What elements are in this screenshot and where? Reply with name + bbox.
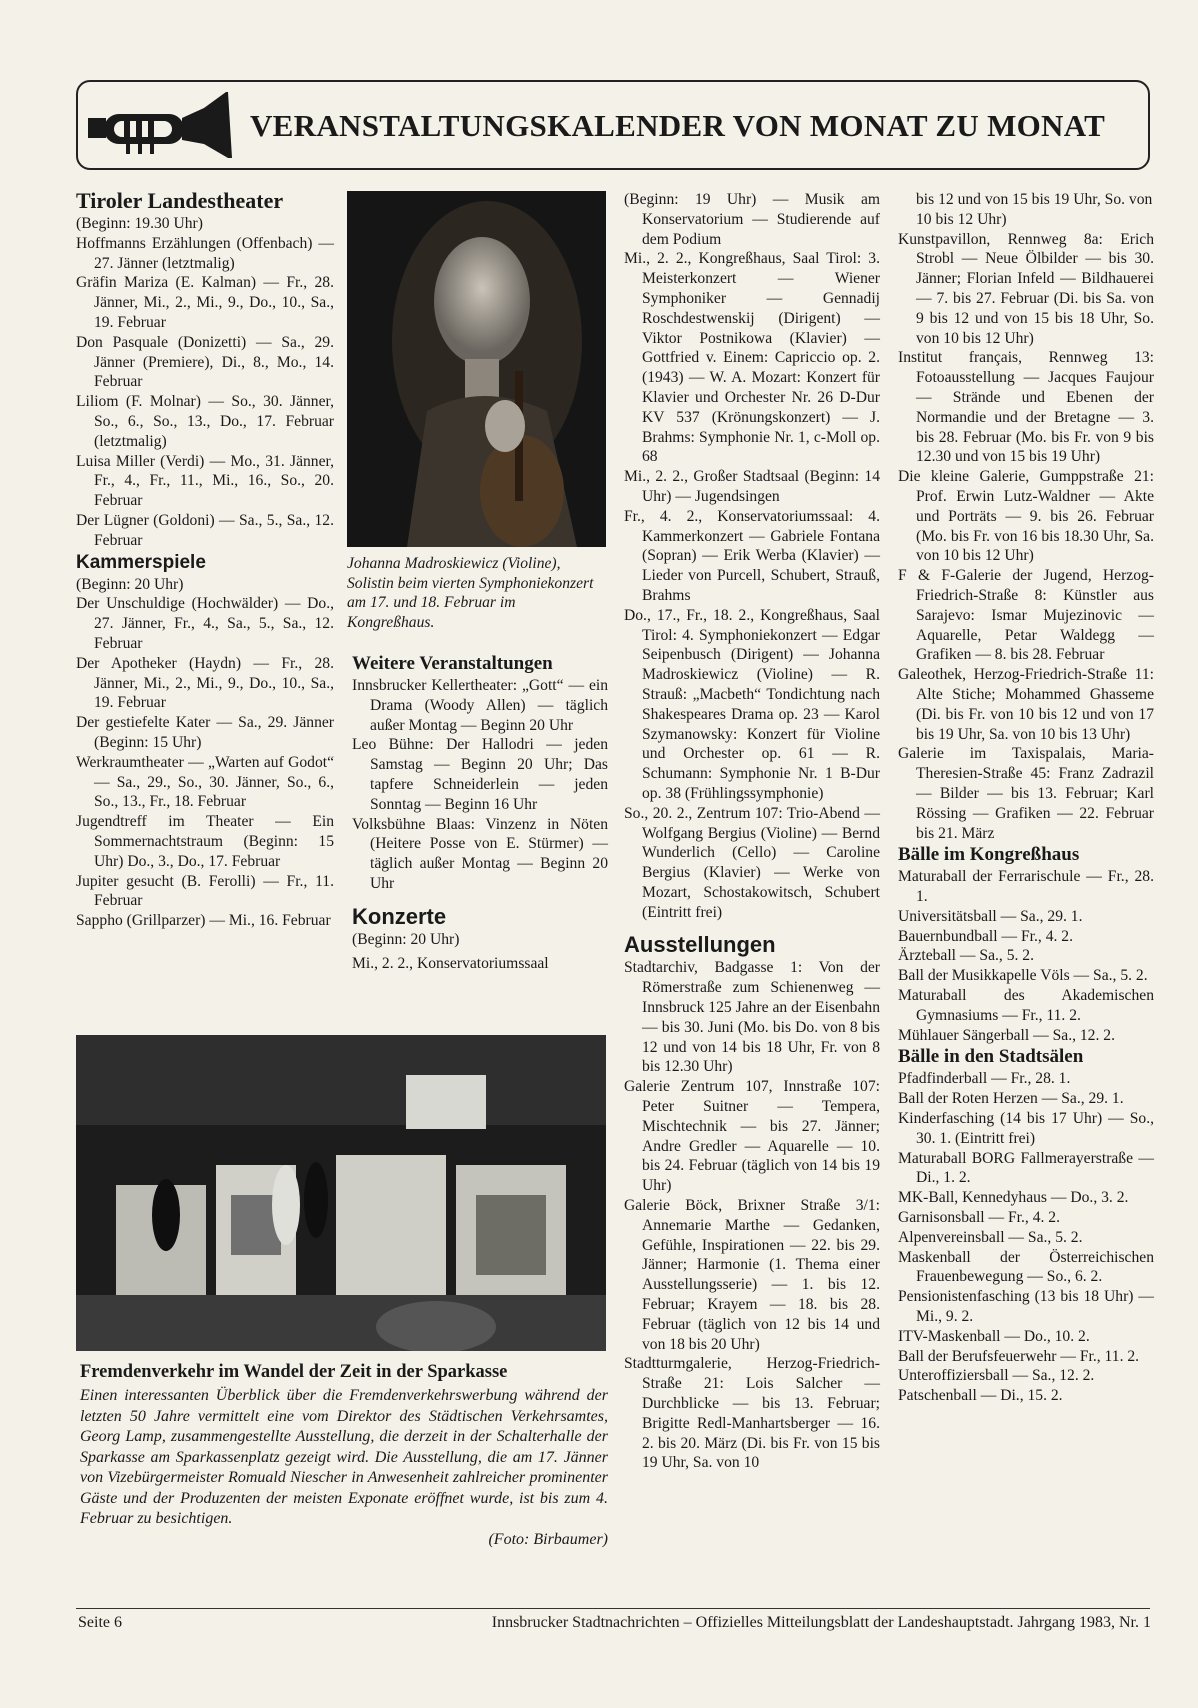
list-item: Liliom (F. Molnar) — So., 30. Jänner, So., 6., So., 13., Do., 17. Februar (letztmalig)	[76, 393, 334, 450]
list-item: Ball der Musikkapelle Völs — Sa., 5. 2.	[898, 967, 1148, 985]
list-item: Der Lügner (Goldoni) — Sa., 5., Sa., 12. Februar	[76, 511, 334, 549]
list-item: Innsbrucker Kellertheater: „Gott“ — ein Drama (Woody Allen) — täglich außer Montag — Beginn 20 Uhr	[352, 677, 608, 734]
list-item: Volksbühne Blaas: Vinzenz in Nöten (Heitere Posse von E. Stürmer) — täglich außer Montag — Beginn 20 Uhr	[352, 815, 608, 892]
photo-credit: (Foto: Birbaumer)	[488, 1530, 608, 1548]
column-weitere	[352, 652, 608, 973]
column-ausstellungen-baelle	[898, 190, 1154, 1406]
list-item: Der gestiefelte Kater — Sa., 29. Jänner (Beginn: 15 Uhr)	[76, 714, 334, 751]
section-begin: (Beginn: 20 Uhr)	[76, 575, 184, 593]
list-item-continued: bis 12 und von 15 bis 19 Uhr, So. von 10 bis 12 Uhr)	[916, 191, 1153, 228]
list-item: Galeothek, Herzog-Friedrich-Straße 11: Alte Stiche; Mohammed Ghasseme (Di. bis Fr. von 10 bis 12 und von 17 bis 19 Uhr, Sa. von 10 bis 13 Uhr)	[898, 666, 1154, 743]
list-item: Ball der Roten Herzen — Sa., 29. 1.	[898, 1090, 1124, 1108]
section-title-ausstellungen: Ausstellungen	[624, 932, 776, 958]
list-item: Pfadfinderball — Fr., 28. 1.	[898, 1070, 1071, 1088]
list-item: MK-Ball, Kennedyhaus — Do., 3. 2.	[898, 1189, 1129, 1207]
list-item: Stadtturmgalerie, Herzog-Friedrich-Straße 21: Lois Salcher — Durchblicke — bis 13. Februar; Brigitte Redl-Manhartsberger — 16. 2. bis 20. März (Di. bis Fr. von 15 bis 19 Uhr, Sa. von 10	[624, 1355, 880, 1472]
column-theater	[76, 188, 334, 931]
list-item: Institut français, Rennweg 13: Fotoausstellung — Jacques Faujour — Strände und Ebenen der Normandie und der Bretagne — 3. bis 28. Februar (Mo. bis Fr. von 9 bis 12.30 und von 15 bis 19 Uhr)	[898, 349, 1154, 466]
article-title: Fremdenverkehr im Wandel der Zeit in der Sparkasse	[80, 1362, 508, 1382]
list-item: Sappho (Grillparzer) — Mi., 16. Februar	[76, 912, 331, 930]
list-item: Mi., 2. 2., Großer Stadtsaal (Beginn: 14 Uhr) — Jugendsingen	[624, 468, 880, 505]
list-item: Pensionistenfasching (13 bis 18 Uhr) — Mi., 9. 2.	[898, 1288, 1154, 1326]
footer-divider	[76, 1608, 1150, 1609]
section-title-konzerte: Konzerte	[352, 903, 447, 929]
list-item: Maturaball BORG Fallmerayerstraße — Di., 1. 2.	[898, 1149, 1154, 1187]
list-item: (Beginn: 19 Uhr) — Musik am Konservatorium — Studierende auf dem Podium	[624, 191, 880, 248]
section-title-landestheater: Tiroler Landestheater	[76, 188, 284, 213]
list-item: Kunstpavillon, Rennweg 8a: Erich Strobl — Neue Ölbilder — bis 30. Jänner; Florian Infeld — Bildhauerei — 7. bis 27. Februar (Di. bis Sa. von 9 bis 12 und von 15 bis 18 Uhr, So. von 10 bis 12 Uhr)	[898, 230, 1154, 347]
list-item: Leo Bühne: Der Hallodri — jeden Samstag — Beginn 20 Uhr; Das tapfere Schneiderlein — jeden Sonntag — Beginn 16 Uhr	[352, 736, 608, 813]
exhibition-photo	[76, 1035, 606, 1351]
article-body	[80, 1386, 608, 1550]
list-item: Galerie im Taxispalais, Maria-Theresien-Straße 45: Franz Zadrazil — Bilder — bis 13. Februar; Karl Rössing — Grafiken — 22. Februar bis 21. März	[898, 745, 1154, 842]
section-title-stadtsaele: Bälle in den Stadtsälen	[898, 1046, 1084, 1068]
list-item: Galerie Zentrum 107, Innstraße 107: Peter Suitner — Tempera, Mischtechnik — bis 27. Jänner; Andre Gredler — Aquarelle — 10. bis 24. Februar (täglich von 14 bis 19 Uhr)	[624, 1078, 880, 1195]
list-item: So., 20. 2., Zentrum 107: Trio-Abend — Wolfgang Bergius (Violine) — Bernd Wunderlich (Cello) — Caroline Bergius (Klavier) — Werke von Mozart, Schostakowitsch, Schubert (Eintritt frei)	[624, 804, 880, 921]
section-title-weitere: Weitere Veranstaltungen	[352, 653, 553, 674]
portrait-photo	[347, 191, 606, 547]
section-title-kongresshaus: Bälle im Kongreßhaus	[898, 844, 1080, 866]
list-item: F & F-Galerie der Jugend, Herzog-Friedrich-Straße 8: Künstler aus Sarajevo: Ismar Mujezinovic — Aquarelle, Petar Waldegg — Grafiken — 8. bis 28. Februar	[898, 567, 1154, 664]
list-item: Kinderfasching (14 bis 17 Uhr) — So., 30. 1. (Eintritt frei)	[898, 1110, 1154, 1147]
list-item: Don Pasquale (Donizetti) — Sa., 29. Jänner (Premiere), Di., 8., Mo., 14. Februar	[76, 333, 334, 391]
list-item: Ball der Berufsfeuerwehr — Fr., 11. 2.	[898, 1347, 1140, 1365]
portrait-caption: Johanna Madroskiewicz (Violine), Solistin beim vierten Symphoniekonzert am 17. und 18. Februar im Kongreßhaus.	[347, 555, 594, 631]
list-item: Der Apotheker (Haydn) — Fr., 28. Jänner, Mi., 2., Mi., 9., Do., 10., Sa., 19. Februar	[76, 654, 334, 712]
list-item: Maturaball der Ferrarischule — Fr., 28. 1.	[898, 868, 1154, 906]
list-item: Hoffmanns Erzählungen (Offenbach) — 27. Jänner (letztmalig)	[76, 234, 334, 272]
list-item: Ärzteball — Sa., 5. 2.	[898, 947, 1034, 965]
list-item: Fr., 4. 2., Konservatoriumssaal: 4. Kammerkonzert — Gabriele Fontana (Sopran) — Erik Werba (Klavier) — Lieder von Purcell, Schubert, Strauß, Brahms	[624, 507, 880, 604]
list-item: Do., 17., Fr., 18. 2., Kongreßhaus, Saal Tirol: 4. Symphoniekonzert — Edgar Seipenbusch (Dirigent) — Johanna Madroskiewicz (Violine) — R. Strauß: „Macbeth“ Tondichtung nach Shakespeares Drama op. 23 — Karol Szymanowsky: Konzert für Violine und Orchester op. 61 — R. Schumann: Symphonie Nr. 1 B-Dur op. 38 (Frühlingssymphonie)	[624, 606, 880, 802]
section-begin: (Beginn: 20 Uhr)	[352, 930, 460, 948]
list-item: Werkraumtheater — „Warten auf Godot“ — Sa., 29., So., 30. Jänner, So., 6., So., 13., Fr., 18. Februar	[76, 753, 334, 811]
list-item: Bauernbundball — Fr., 4. 2.	[898, 927, 1073, 945]
list-item: Mühlauer Sängerball — Sa., 12. 2.	[898, 1026, 1115, 1044]
list-item: Maskenball der Österreichischen Frauenbewegung — So., 6. 2.	[898, 1248, 1154, 1286]
column-konzerte	[624, 190, 880, 1473]
list-item: Der Unschuldige (Hochwälder) — Do., 27. Jänner, Fr., 4., Sa., 5., Sa., 12. Februar	[76, 595, 334, 652]
list-item: Mi., 2. 2., Konservatoriumssaal	[352, 954, 549, 972]
list-item: Jupiter gesucht (B. Ferolli) — Fr., 11. Februar	[76, 872, 334, 910]
section-begin: (Beginn: 19.30 Uhr)	[76, 215, 203, 232]
page-title: VERANSTALTUNGSKALENDER VON MONAT ZU MONAT	[250, 108, 1106, 143]
page-number: Seite 6	[78, 1614, 122, 1631]
list-item: Alpenvereinsball — Sa., 5. 2.	[898, 1228, 1083, 1246]
article-text: Einen interessanten Überblick über die Fremdenverkehrswerbung während der letzten 50 Jahre vermittelt eine vom Direktor des Städtischen Verkehrsamtes, Georg Lamp, zusammengestellte Ausstellung, die derzeit in der Schalterhalle der Sparkasse am Sparkassenplatz gezeigt wird. Die Ausstellung, die am 17. Jänner von Vizebürgermeister Romuald Niescher in Anwesenheit zahlreicher prominenter Gäste und der Produzenten der meisten Exponate eröffnet wurde, ist bis zum 4. Februar zu besichtigen.	[80, 1387, 608, 1527]
list-item: Maturaball des Akademischen Gymnasiums — Fr., 11. 2.	[898, 987, 1154, 1024]
list-item: Jugendtreff im Theater — Ein Sommernachtstraum (Beginn: 15 Uhr) Do., 3., Do., 17. Februar	[76, 813, 334, 870]
list-item: Die kleine Galerie, Gumppstraße 21: Prof. Erwin Lutz-Waldner — Akte und Porträts — 9. bis 26. Februar (Mo. bis Fr. von 16 bis 18.30 Uhr, Sa. von 10 bis 12 Uhr)	[898, 468, 1154, 565]
trumpet-icon	[86, 88, 242, 162]
publication-line: Innsbrucker Stadtnachrichten – Offizielles Mitteilungsblatt der Landeshauptstadt. Jahrgang 1983, Nr. 1	[491, 1614, 1151, 1631]
list-item: Luisa Miller (Verdi) — Mo., 31. Jänner, Fr., 4., Fr., 11., Mi., 16., So., 20. Februar	[76, 452, 334, 510]
list-item: Gräfin Mariza (E. Kalman) — Fr., 28. Jänner, Mi., 2., Mi., 9., Do., 10., Sa., 19. Februar	[76, 274, 334, 331]
list-item: ITV-Maskenball — Do., 10. 2.	[898, 1327, 1090, 1345]
list-item: Unteroffiziersball — Sa., 12. 2.	[898, 1367, 1095, 1385]
list-item: Garnisonsball — Fr., 4. 2.	[898, 1209, 1060, 1227]
list-item: Galerie Böck, Brixner Straße 3/1: Annemarie Marthe — Gedanken, Gefühle, Inspirationen — 22. bis 29. Jänner; Harmonie (1. Thema einer Ausstellungsserie) — 1. bis 12. Februar; Krayem — 18. bis 28. Februar (täglich von 12 bis 14 und von 18 bis 20 Uhr)	[624, 1197, 880, 1353]
list-item: Patschenball — Di., 15. 2.	[898, 1387, 1063, 1405]
list-item: Mi., 2. 2., Kongreßhaus, Saal Tirol: 3. Meisterkonzert — Wiener Symphoniker — Gennadij Roschdestwenskij (Dirigent) — Viktor Postnikowa (Klavier) — Gottfried v. Einem: Capriccio op. 2. (1943) — W. A. Mozart: Konzert für Klavier und Orchester Nr. 26 D-Dur KV 537 (Krönungskonzert) — J. Brahms: Symphonie Nr. 1, c-Moll op. 68	[624, 250, 880, 466]
list-item: Stadtarchiv, Badgasse 1: Von der Römerstraße zum Schienenweg — Innsbruck 125 Jahre an der Eisenbahn — bis 30. Juni (Mo. bis Do. von 8 bis 12 und von 14 bis 18 Uhr, Fr. von 8 bis 12.30 Uhr)	[624, 959, 880, 1076]
list-item: Universitätsball — Sa., 29. 1.	[898, 907, 1083, 925]
section-title-kammerspiele: Kammerspiele	[76, 551, 206, 573]
